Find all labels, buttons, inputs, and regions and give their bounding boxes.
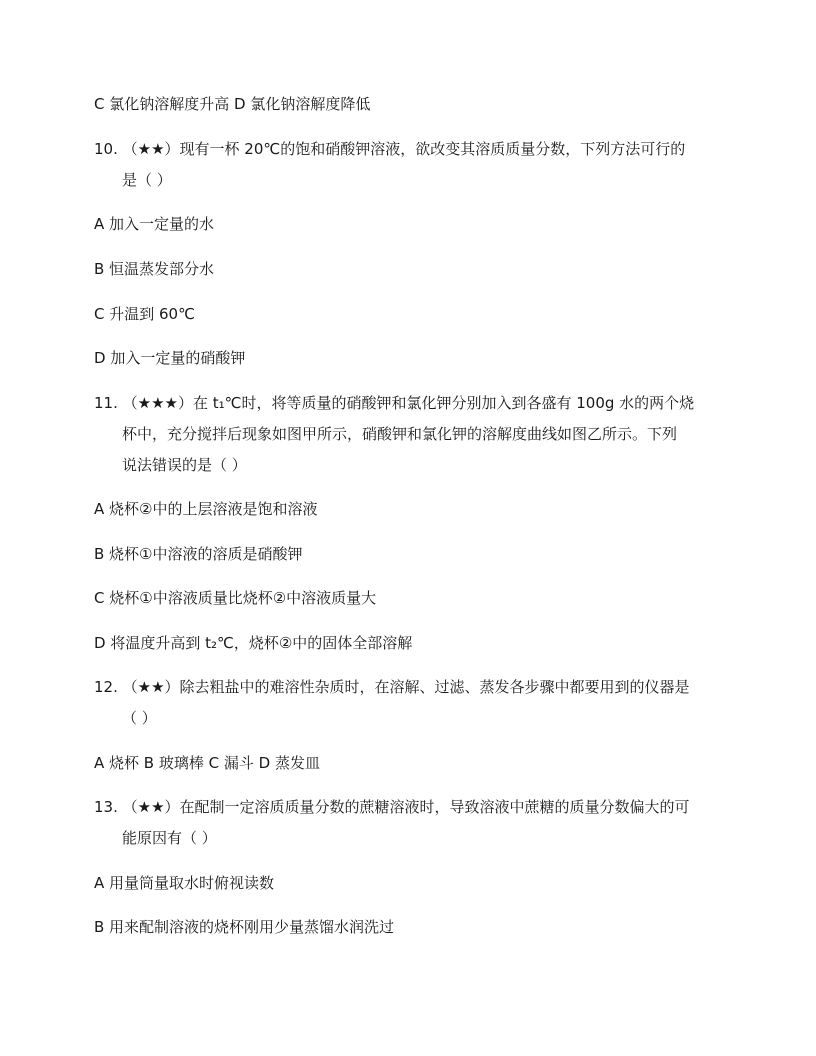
q10-option-d: D 加入一定量的硝酸钾 [94, 349, 246, 367]
q9-options-cd: C 氯化钠溶解度升高 D 氯化钠溶解度降低 [94, 95, 371, 113]
q10-option-a: A 加入一定量的水 [94, 215, 215, 233]
q13-option-a: A 用量筒量取水时俯视读数 [94, 874, 275, 892]
q10-option-c: C 升温到 60℃ [94, 305, 195, 323]
q13-option-b: B 用来配制溶液的烧杯刚用少量蒸馏水润洗过 [94, 918, 395, 936]
q12-options: A 烧杯 B 玻璃棒 C 漏斗 D 蒸发皿 [94, 754, 320, 772]
q12-stem-line2: （ ） [122, 709, 157, 727]
q13-stem-line1: 13. （★★）在配制一定溶质质量分数的蔗糖溶液时，导致溶液中蔗糖的质量分数偏大的可 [94, 798, 690, 816]
q11-stem-line3: 说法错误的是（ ） [122, 456, 247, 474]
q11-option-a: A 烧杯②中的上层溶液是饱和溶液 [94, 500, 318, 518]
q11-stem-line2: 杯中，充分搅拌后现象如图甲所示，硝酸钾和氯化钾的溶解度曲线如图乙所示。下列 [122, 425, 678, 443]
q11-option-b: B 烧杯①中溶液的溶质是硝酸钾 [94, 545, 303, 563]
q11-stem-line1: 11. （★★★）在 t₁℃时，将等质量的硝酸钾和氯化钾分别加入到各盛有 100g 水的两个烧 [94, 394, 695, 412]
q11-option-c: C 烧杯①中溶液质量比烧杯②中溶液质量大 [94, 589, 377, 607]
q13-stem-line2: 能原因有（ ） [122, 829, 217, 847]
q11-option-d: D 将温度升高到 t₂℃，烧杯②中的固体全部溶解 [94, 634, 413, 652]
q12-stem-line1: 12. （★★）除去粗盐中的难溶性杂质时，在溶解、过滤、蒸发各步骤中都要用到的仪器是 [94, 678, 690, 696]
q10-option-b: B 恒温蒸发部分水 [94, 260, 215, 278]
q10-stem-line1: 10. （★★）现有一杯 20℃的饱和硝酸钾溶液，欲改变其溶质质量分数，下列方法可行的 [94, 140, 686, 158]
q10-stem-line2: 是（ ） [122, 171, 172, 189]
